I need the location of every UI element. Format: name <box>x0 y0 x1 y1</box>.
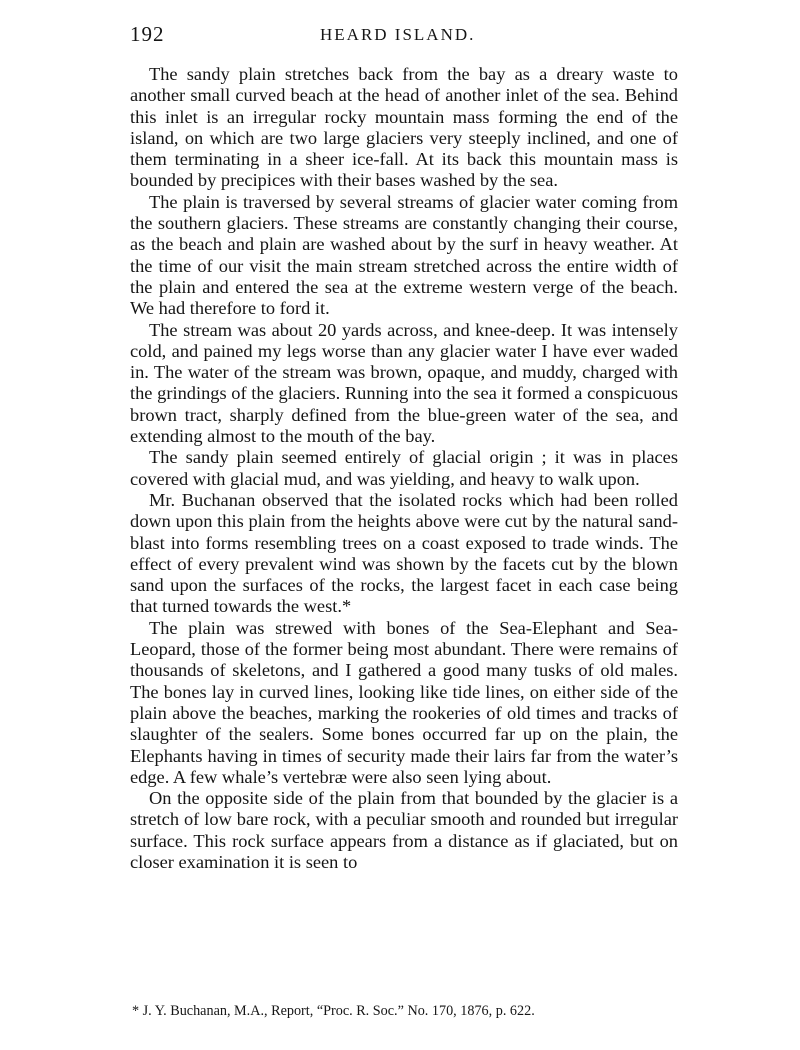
paragraph-glacial-origin: The sandy plain seemed entirely of glacial origin ; it was in places covered with glacial mud, and was yielding, and heavy to walk upon. <box>130 447 678 489</box>
running-head <box>130 22 678 48</box>
paragraph-sand-blast: Mr. Buchanan observed that the isolated rocks which had been rolled down upon this plain from the heights above were cut by the natural sand-blast into forms resembling trees on a coast exposed to trade winds. The effect of every prevalent wind was shown by the facets cut by the blown sand upon the surfaces of the rocks, the largest facet in each case being that turned towards the west.* <box>130 489 678 617</box>
paragraph-glacier-streams: The plain is traversed by several streams of glacier water coming from the southern glaciers. These streams are constantly changing their course, as the beach and plain are washed about by the surf in heavy weather. At the time of our visit the main stream stretched across the entire width of the plain and entered the sea at the extreme western verge of the beach. We had therefore to ford it. <box>130 191 678 319</box>
paragraph-sea-elephant-bones: The plain was strewed with bones of the Sea-Elephant and Sea-Leopard, those of the former being most abundant. There were remains of thousands of skeletons, and I gathered a good many tusks of old males. The bones lay in curved lines, looking like tide lines, on either side of the plain above the beaches, marking the rookeries of old times and tracks of slaughter of the sealers. Some bones occurred far up on the plain, the Elephants having in times of security made their lairs far from the water’s edge. A few whale’s vertebræ were also seen lying about. <box>130 617 678 787</box>
paragraph-sandy-plain: The sandy plain stretches back from the bay as a dreary waste to another small curved beach at the head of another inlet of the sea. Behind this inlet is an irregular rocky mountain mass forming the end of the island, on which are two large glaciers very steeply inclined, and one of them terminating in a sheer ice-fall. At its back this mountain mass is bounded by precipices with their bases washed by the sea. <box>130 64 678 191</box>
page-number: 192 <box>130 22 165 46</box>
footnote: * J. Y. Buchanan, M.A., Report, “Proc. R. Soc.” No. 170, 1876, p. 622. <box>132 1003 535 1019</box>
body-text <box>130 64 678 873</box>
running-title: HEARD ISLAND. <box>320 25 476 44</box>
paragraph-bare-rock: On the opposite side of the plain from that bounded by the glacier is a stretch of low bare rock, with a peculiar smooth and rounded but irregular surface. This rock surface appears from a distance as if glaciated, but on closer examination it is seen to <box>130 788 678 872</box>
paragraph-stream-ford: The stream was about 20 yards across, and knee-deep. It was intensely cold, and pained my legs worse than any glacier water I have ever waded in. The water of the stream was brown, opaque, and muddy, charged with the grindings of the glaciers. Running into the sea it formed a conspicuous brown tract, sharply defined from the blue-green water of the sea, and extending almost to the mouth of the bay. <box>130 319 678 447</box>
